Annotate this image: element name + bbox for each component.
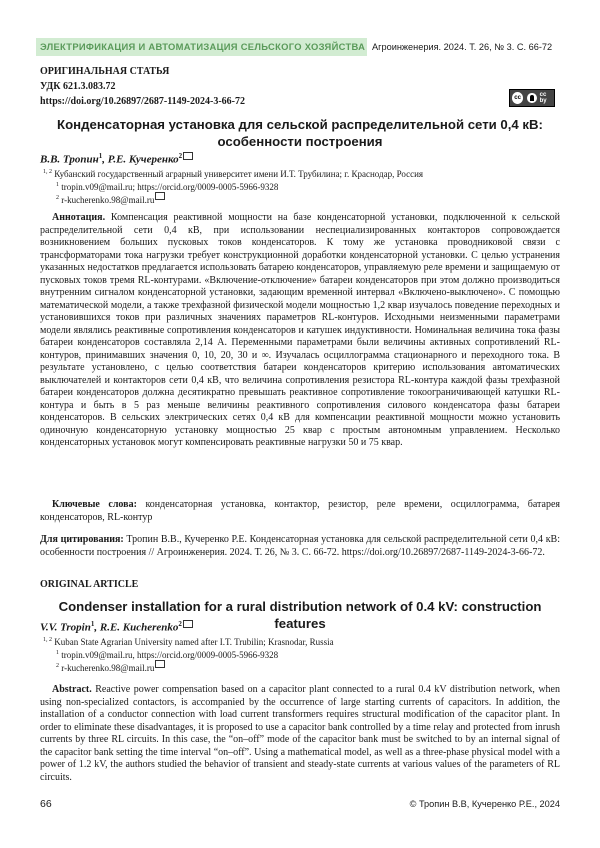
- journal-section-title: ЭЛЕКТРИФИКАЦИЯ И АВТОМАТИЗАЦИЯ СЕЛЬСКОГО ХОЗЯЙСТВА: [40, 41, 366, 52]
- contact-1-ru: $^1$ tropin.v09@mail.ru; https://orcid.org/0009-0005-5966-9328: [56, 182, 279, 192]
- author-name: Р.Е. Кучеренко: [107, 153, 179, 166]
- license-text: cc by: [539, 92, 547, 104]
- contact-2-ru: $^2$ r-kucherenko.98@mail.ru: [56, 195, 165, 205]
- citation-label: Для цитирования:: [40, 534, 124, 545]
- journal-citation-header: Агроинженерия. 2024. Т. 26, № 3. С. 66-72: [372, 42, 553, 52]
- envelope-icon: [155, 660, 165, 668]
- abstract-label: Abstract.: [52, 684, 92, 695]
- envelope-icon: [155, 192, 165, 200]
- abstract-label: Аннотация.: [52, 212, 106, 223]
- author-name: R.E. Kucherenko: [99, 621, 179, 634]
- article-type-label: ОРИГИНАЛЬНАЯ СТАТЬЯ: [40, 66, 170, 77]
- authors-ru: В.В. Тропин$^1$, Р.Е. Кучеренко$^2$: [40, 152, 193, 166]
- abstract-text: Компенсация реактивной мощности на базе конденсаторной установки, подключенной к сельской распределительной сети 0,4 кВ, при использовании неспециализированных контакторов сопровождается возникновением больших пусковых токов конденсаторов. К тому же установка проводниковой связи с трансформаторами тока нагрузки требует конструкционной доработки конденсаторной установки. С целью устранения указанных недостатков предлагается использовать батарею конденсаторов, управляемую реле времени и защищаемую от пусковых токов тремя RL-контурами. «Включение-отключение» батареи конденсаторов при этом должно производиться внутренним сигналом конденсаторной установки, задающим временной интервал «Включено-выключено». С помощью математической модели, а также трехфазной физической модели мощностью 1,2 квар изучалось поведение переходных и установившихся токов при различных значениях параметров RL-контуров. Исходными неизменными параметрами модели являлись реактивные сопротивления конденсаторов и катушек индуктивности. Номинальная величина тока фазы батареи конденсаторов составляла 2,14 А. Переменными параметрами были величины активных сопротивлений RL-контуров, принимавших значения 0, 10, 20, 30 и ∞. Изучалась осциллограмма стационарного и переходного тока. В результате установлено, с целью соответствия батареи конденсаторов критерию использования автоматических выключателей и контакторов сети 0,4 кВ, что величина сопротивления резистора RL-контура каждой фазы трехфазной батареи конденсаторов должна десятикратно превышать реактивное сопротивление токоограничивающей катушки RL-контура и быть в 5 раз меньше величины реактивного сопротивления силового конденсатора фазы батареи конденсаторов. В сельских электрических сетях 0,4 кВ для компенсации реактивной мощности можно установить одиночную конденсаторную установку мощностью 25 квар с простым автономным управлением. Несколько конденсаторных установок могут компенсировать реактивные нагрузки 50 и 75 квар.: [40, 212, 560, 448]
- abstract-text: Reactive power compensation based on a capacitor plant connected to a rural 0.4 kV distribution network, when using non-specialized contactors, is accompanied by the occurrence of large starting currents of capacitors. In addition, the installation of a conductor connection with load current transformers requires structural modification of the capacitor plant. In order to eliminate these disadvantages, it is proposed to use a capacitor bank controlled by a time relay and protected from inrush currents by three RL circuits. In this case, the “on–off” mode of the capacitor bank must be switched to by an internal signal of the capacitor bank setting the time interval “on–off”. Using a mathematical model, as well as a three-phase physical model with a power of 1.2 kV, the authors studied the behavior of transient and steady-state currents at various values of the parameters of RL circuits.: [40, 684, 560, 783]
- article-type-label-en: ORIGINAL ARTICLE: [40, 579, 139, 590]
- affiliation-ru: $^{1, 2}$ Кубанский государственный аграрный университет имени И.Т. Трубилина; г. Краснодар, Россия: [43, 169, 424, 179]
- envelope-icon: [183, 620, 193, 628]
- affiliation-en: $^{1, 2}$ Kuban State Agrarian University named after I.T. Trubilin; Krasnodar, Russia: [43, 637, 334, 647]
- abstract-en: [40, 684, 560, 784]
- keywords-ru: [40, 499, 560, 524]
- cc-by-license-icon[interactable]: [509, 89, 555, 107]
- author-name: V.V. Tropin: [40, 621, 91, 634]
- keywords-label: Ключевые слова:: [52, 499, 137, 510]
- authors-en: V.V. Tropin$^1$, R.E. Kucherenko$^2$: [40, 620, 193, 634]
- article-title-en: Condenser installation for a rural distribution network of 0.4 kV: construction features: [58, 599, 542, 631]
- doi-link[interactable]: https://doi.org/10.26897/2687-1149-2024-3-66-72: [40, 96, 245, 107]
- udk-code: УДК 621.3.083.72: [40, 81, 116, 92]
- author-name: В.В. Тропин: [40, 153, 99, 166]
- citation-text: Тропин В.В., Кучеренко Р.Е. Конденсаторная установка для сельской распределительной сети 0,4 кВ: особенности построения // Агроинженерия. 2024. Т. 26, № 3. С. 66-72. https://doi.org/10.26897/2687-1149-2024-3-66-72.: [40, 534, 561, 558]
- page-number: 66: [40, 798, 52, 810]
- envelope-icon: [183, 152, 193, 160]
- copyright-notice: © Тропин В.В, Кучеренко Р.Е., 2024: [409, 799, 560, 809]
- attribution-icon: [527, 93, 536, 103]
- article-title-ru: Конденсаторная установка для сельской распределительной сети 0,4 кВ: особенности построения: [57, 117, 543, 149]
- cc-icon: cc: [512, 92, 523, 104]
- citation-ru: [40, 534, 560, 559]
- contact-2-en: $^2$ r-kucherenko.98@mail.ru: [56, 663, 165, 673]
- contact-1-en: $^1$ tropin.v09@mail.ru, https://orcid.org/0009-0005-5966-9328: [56, 650, 279, 660]
- abstract-ru: [40, 212, 560, 450]
- keywords-text: конденсаторная установка, контактор, резистор, реле времени, осциллограмма, батарея конденсаторов, RL-контур: [40, 499, 561, 523]
